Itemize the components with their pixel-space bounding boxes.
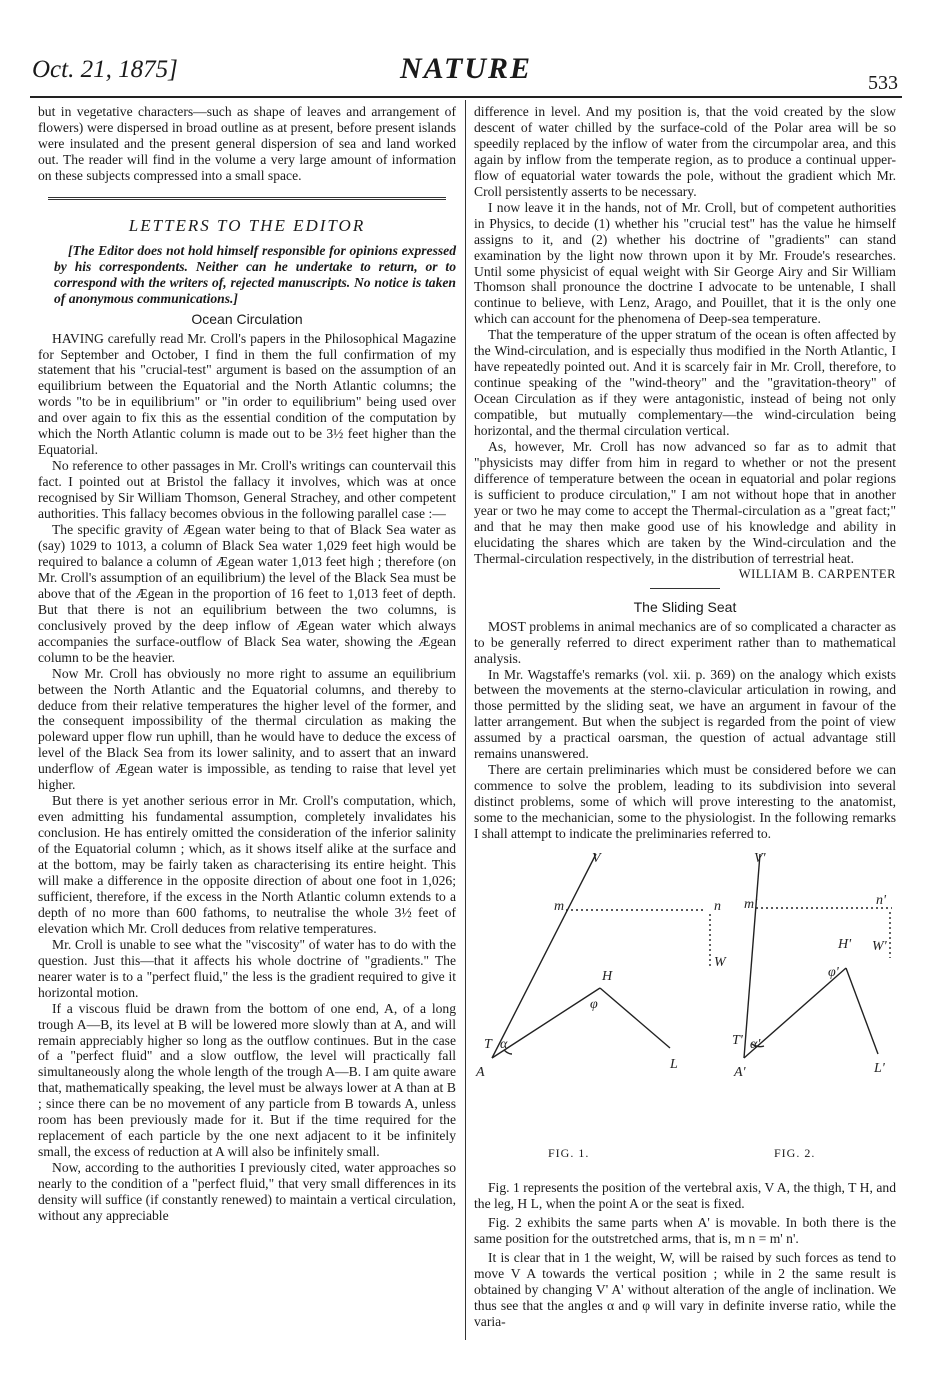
right-column — [474, 104, 896, 1330]
body-paragraph: There are certain preliminaries which must be considered before we can commence to solve the problem, leading to its subdivision into several distinct problems, some of which will prove interesting to the anatomist, some to the mechanician, some to the physiologist. In the following remarks I shall attempt to indicate the preliminaries referred to. — [474, 762, 896, 842]
label-H-prime: H' — [838, 936, 852, 952]
label-V: V — [592, 850, 601, 866]
article-heading-sliding-seat: The Sliding Seat — [633, 598, 737, 615]
body-paragraph: It is clear that in 1 the weight, W, will be raised by such forces as tend to move V A towards the vertical position ; while in 2 the same result is obtained by changing V' A' without alteration of the angle of inclination. We thus see that the angles α and φ will vary in definite inverse ratio, while the varia- — [474, 1249, 896, 1329]
leg-line — [600, 988, 670, 1048]
label-alpha-prime: α' — [750, 1036, 761, 1052]
page-number: 533 — [868, 72, 898, 94]
page-header — [30, 48, 902, 94]
label-L-prime: L' — [874, 1060, 885, 1076]
label-phi-prime: φ' — [828, 964, 839, 980]
body-paragraph: Mr. Croll is unable to see what the "viscosity" of water has to do with the question. Just this—that it affects his whole doctrine of "gradients." The nearer water is to a "perfect fluid," the less is the gradient required to give it horizontal motion. — [38, 936, 456, 1000]
label-V-prime: V' — [754, 850, 766, 866]
body-paragraph: In Mr. Wagstaffe's remarks (vol. xii. p. 369) on the analogy which exists between the movements at the sterno-clavicular articulation in rowing, and those permitted by the sliding seat, we have an argument in favour of the latter arrangement. But when the subject is regarded from the point of view assumed by a practical oarsman, the question of actual advantage still remains unanswered. — [474, 666, 896, 762]
label-W: W — [714, 954, 726, 970]
body-paragraph: Fig. 2 exhibits the same parts when A' is movable. In both there is the same position for the outstretched arms, that is, m n = m' n'. — [474, 1214, 896, 1246]
vertebral-axis-line — [492, 854, 596, 1058]
label-m-prime: m' — [744, 896, 758, 912]
body-paragraph: That the temperature of the upper stratum of the ocean is often affected by the Wind-circulation, and is especially thus modified in the North Atlantic, I have repeatedly pointed out. And it is scarcely fair in Mr. Croll, therefore, to continue speaking of the "wind-theory" and the "gravitation-theory" of Ocean Circulation as if they were antagonistic, instead of being not only compatible, but mutually complementary—the wind-circulation being horizontal, and the thermal circulation vertical. — [474, 327, 896, 439]
body-paragraph: HAVING carefully read Mr. Croll's papers in the Philosophical Magazine for September and October, I find in them the full confirmation of my statement that his "crucial-test" argument is based on the assumption of an equilibrium between the Equatorial and the North Atlantic columns; the words "to be in equilibrium" or "in order to equilibrium" being used over and over again to fix this as the essential condition of the computation by which the North Atlantic column is made out to be 3½ feet higher than the Equatorial. — [38, 330, 456, 458]
editor-disclaimer: [The Editor does not hold himself responsible for opinions expressed by his correspondents. Neither can he undertake to return, or to correspond with the writers of, rejected manuscripts. No notice is taken of anonymous communications.] — [54, 242, 456, 306]
signature: WILLIAM B. CARPENTER — [738, 566, 896, 581]
article-divider — [650, 588, 720, 589]
label-n: n — [714, 898, 721, 914]
figure-2-diagram — [744, 854, 892, 1058]
body-paragraph: I now leave it in the hands, not of Mr. Croll, but of competent authorities in Physics, to decide (1) whether his "crucial test" has the value he himself assigns to it, and (2) whether his doctrine of "gradients" can stand examination by the light now thrown upon it by Mr. Froude's researches. Until some physicist of equal weight with Sir George Airy and Sir William Thomson shall pronounce the doctrine I advocate to be untenable, I shall continue to believe, with Lenz, Arago, and Pouillet, that it is the only one which can account for the phenomena of Deep-sea temperature. — [474, 199, 896, 327]
figure-2-caption: FIG. 2. — [774, 1145, 816, 1160]
body-paragraph: The specific gravity of Ægean water being to that of Black Sea water as (say) 1029 to 1013, a column of Black Sea water 1,029 feet high would be required to balance a column of Ægean water 1,013 feet high ; therefore (on Mr. Croll's assumption of an equilibrium) the level of the Black Sea must be above that of the Ægean in the proportion of 16 feet to 1,013 feet of depth. But that there is not an equilibrium between the two columns, is conclusively proved by the deep inflow of Ægean water which always accompanies the surface-outflow of Black Sea water, showing the Ægean column to be the heavier. — [38, 522, 456, 665]
leg-line — [846, 968, 878, 1054]
body-paragraph: MOST problems in animal mechanics are of so complicated a character as to be generally referred to direct experiment rather than to mathematical analysis. — [474, 618, 896, 666]
body-paragraph: No reference to other passages in Mr. Croll's writings can countervail this fact. I pointed out at Bristol the fallacy it involves, which was at once recognised by Sir William Thomson, General Strachey, and other competent authorities. This fallacy becomes obvious in the following parallel case :— — [38, 458, 456, 522]
label-phi: φ — [590, 996, 598, 1012]
label-n-prime: n' — [876, 892, 886, 908]
label-T: T — [484, 1036, 492, 1052]
label-alpha: α — [500, 1036, 508, 1052]
body-paragraph: If a viscous fluid be drawn from the bottom of one end, A, of a long trough A—B, its level at B will be lowered more slowly than at A, and will remain appreciably higher so long as the outflow continues. But in the case of a "perfect fluid" and a slow outflow, the level will practically fall simultaneously along the whole length of the trough A—B. I am quite aware that, mathematically speaking, the level must be always lower at A than at B ; since there can be no movement of any particle from B towards A, unless room has been previously made for it. But if the time required for the replacement of each particle by the one next adjacent to it be infinitely small, the excess of reduction at A will also be infinitely small. — [38, 1000, 456, 1160]
section-title: LETTERS TO THE EDITOR — [128, 215, 366, 235]
body-paragraph: difference in level. And my position is, that the void created by the slow descent of water chilled by the surface-cold of the Polar area will be so speedily replaced by the inflow of water from the circumpolar area, and this again by inflow from the temperate region, as to produce a continual upper-flow of equatorial water towards the pole, without the gradient which Mr. Croll persistently asserts to be necessary. — [474, 104, 896, 199]
vertebral-axis-line — [744, 854, 760, 1058]
body-paragraph: Fig. 1 represents the position of the vertebral axis, V A, the thigh, T H, and the leg, H L, when the point A or the seat is fixed. — [474, 1179, 896, 1211]
label-W-prime: W' — [872, 938, 887, 954]
intro-paragraph: but in vegetative characters—such as shape of leaves and arrangement of flowers) were dispersed in broad outline as at present, before present islands were insulated and the present general dispersion of sea and land worked out. The reader will find in the volume a very large amount of information on these subjects compressed into a small space. — [38, 104, 456, 183]
figure-diagrams — [474, 848, 896, 1148]
section-divider — [48, 197, 446, 202]
figure-1-diagram — [492, 854, 710, 1058]
issue-date: Oct. 21, 1875] — [32, 56, 178, 83]
body-paragraph: Now Mr. Croll has obviously no more right to assume an equilibrium between the North Atlantic and the Equatorial columns, and thereby to deduce from their relative temperatures the higher level of the former, and the consequent impossibility of the thermal circulation as making the poleward upper flow run uphill, than he would have to deduce the excess of level of the Black Sea from its lower salinity, and to assert that an inward underflow of Ægean water is impossible, as tending to raise that level yet higher. — [38, 665, 456, 793]
body-paragraph: As, however, Mr. Croll has now advanced so far as to admit that "physicists may differ from him in regard to whether or not the present difference of temperature between the ocean in equatorial and polar regions is sufficient to produce circulation," I am not without hope that in another year or two he may come to accept the Thermal-circulation as a "great fact;" and that he may then make good use of his knowledge and ability in elucidating the shares which are taken by the Wind-circulation and the Thermal-circulation respectively, in the distribution of terrestrial heat. — [474, 439, 896, 566]
body-paragraph: Now, according to the authorities I previously cited, water approaches so nearly to the condition of a "perfect fluid," that very small differences in its density will suffice (if constantly renewed) to maintain a vertical circulation, without any appreciable — [38, 1160, 456, 1223]
figure-1-caption: FIG. 1. — [548, 1145, 590, 1160]
journal-title: NATURE — [399, 52, 533, 85]
label-A-prime: A' — [734, 1064, 746, 1080]
label-m: m — [554, 898, 565, 914]
body-paragraph: But there is yet another serious error in Mr. Croll's computation, which, even admitting his fundamental assumption, completely invalidates his conclusion. He has entirely omitted the consideration of the inferior salinity of the Equatorial column ; which, as it shows itself alike at the surface and at the bottom, may be fairly taken as characterising its entire height. This will make a difference in the opposite direction of about one foot in 1,026; sufficient, therefore, if the excess in the North Atlantic column extends to a depth of no more than 600 fathoms, to neutralise the whole 3½ feet of elevation which Mr. Croll deduces from relative temperatures. — [38, 793, 456, 936]
left-column — [38, 104, 456, 1224]
label-L: L — [670, 1056, 678, 1072]
header-rule — [30, 96, 902, 98]
figure-discussion — [474, 1180, 896, 1330]
article-heading-ocean-circulation: Ocean Circulation — [191, 310, 303, 327]
label-T-prime: T' — [732, 1032, 743, 1048]
figures — [474, 848, 896, 1180]
thigh-line — [492, 988, 600, 1058]
column-divider — [465, 100, 466, 1340]
label-H: H — [602, 968, 613, 984]
label-A: A — [476, 1064, 485, 1080]
